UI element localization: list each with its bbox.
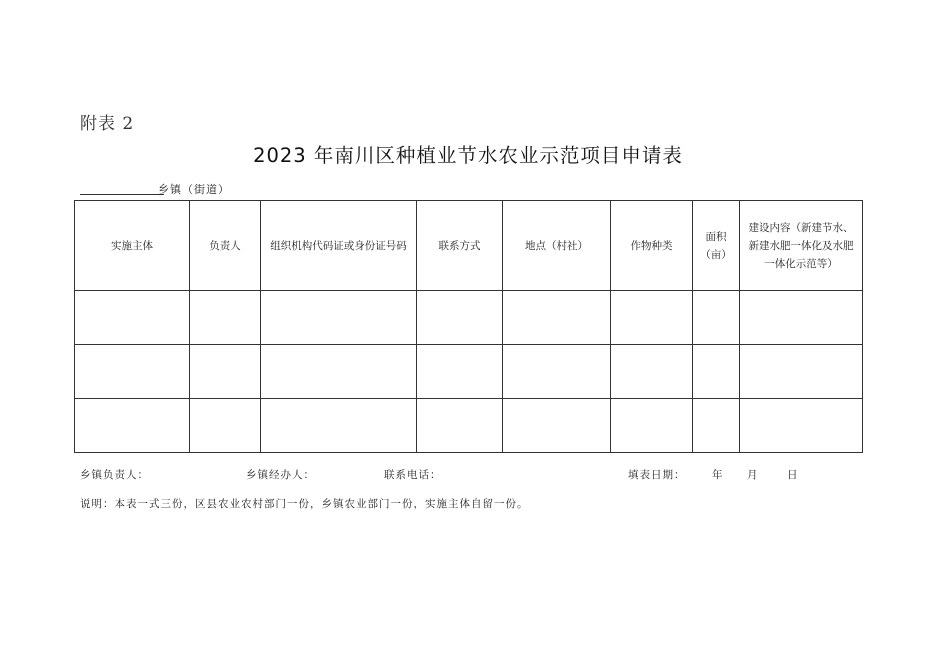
form-title: 2023 年南川区种植业节水农业示范项目申请表	[253, 144, 683, 167]
header-implementer: 实施主体	[75, 201, 190, 291]
header-org-code-or-id: 组织机构代码证或身份证号码	[261, 201, 417, 291]
table-cell[interactable]	[261, 291, 417, 345]
town-blank-line	[80, 194, 164, 195]
footer-day: 日	[787, 469, 799, 481]
table-cell[interactable]	[503, 345, 611, 399]
table-cell[interactable]	[190, 399, 261, 453]
table-header-row	[75, 201, 863, 291]
table-cell[interactable]	[75, 291, 190, 345]
table-cell[interactable]	[503, 291, 611, 345]
table-cell[interactable]	[75, 399, 190, 453]
table-cell[interactable]	[75, 345, 190, 399]
footer-fill-date: 填表日期：	[628, 469, 686, 481]
table-cell[interactable]	[693, 291, 740, 345]
table-cell[interactable]	[611, 345, 693, 399]
table-cell[interactable]	[190, 345, 261, 399]
footer-town-handler: 乡镇经办人：	[246, 469, 315, 481]
explanatory-note: 说明：本表一式三份，区县农业农村部门一份，乡镇农业部门一份，实施主体自留一份。	[80, 498, 529, 510]
footer-year: 年	[712, 469, 724, 481]
header-person-in-charge: 负责人	[190, 201, 261, 291]
table-cell[interactable]	[611, 399, 693, 453]
table-cell[interactable]	[740, 345, 863, 399]
table-cell[interactable]	[693, 399, 740, 453]
header-construction-content: 建设内容（新建节水、新建水肥一体化及水肥一体化示范等）	[740, 201, 863, 291]
header-location: 地点（村社）	[503, 201, 611, 291]
table-row	[75, 345, 863, 399]
table-row	[75, 291, 863, 345]
footer-phone: 联系电话：	[384, 469, 442, 481]
table-cell[interactable]	[611, 291, 693, 345]
table-cell[interactable]	[261, 399, 417, 453]
attachment-label: 附表 2	[80, 114, 135, 134]
header-contact: 联系方式	[417, 201, 503, 291]
table-cell[interactable]	[261, 345, 417, 399]
table-row	[75, 399, 863, 453]
header-area: 面积（亩）	[693, 201, 740, 291]
table-cell[interactable]	[417, 399, 503, 453]
table-cell[interactable]	[417, 345, 503, 399]
table-cell[interactable]	[190, 291, 261, 345]
footer-town-leader: 乡镇负责人：	[80, 469, 149, 481]
table-cell[interactable]	[417, 291, 503, 345]
table-cell[interactable]	[740, 399, 863, 453]
table-cell[interactable]	[740, 291, 863, 345]
town-label: 乡镇（街道）	[158, 183, 230, 196]
header-crop-type: 作物种类	[611, 201, 693, 291]
table-cell[interactable]	[503, 399, 611, 453]
table-cell[interactable]	[693, 345, 740, 399]
footer-month: 月	[747, 469, 759, 481]
application-table	[74, 200, 863, 453]
